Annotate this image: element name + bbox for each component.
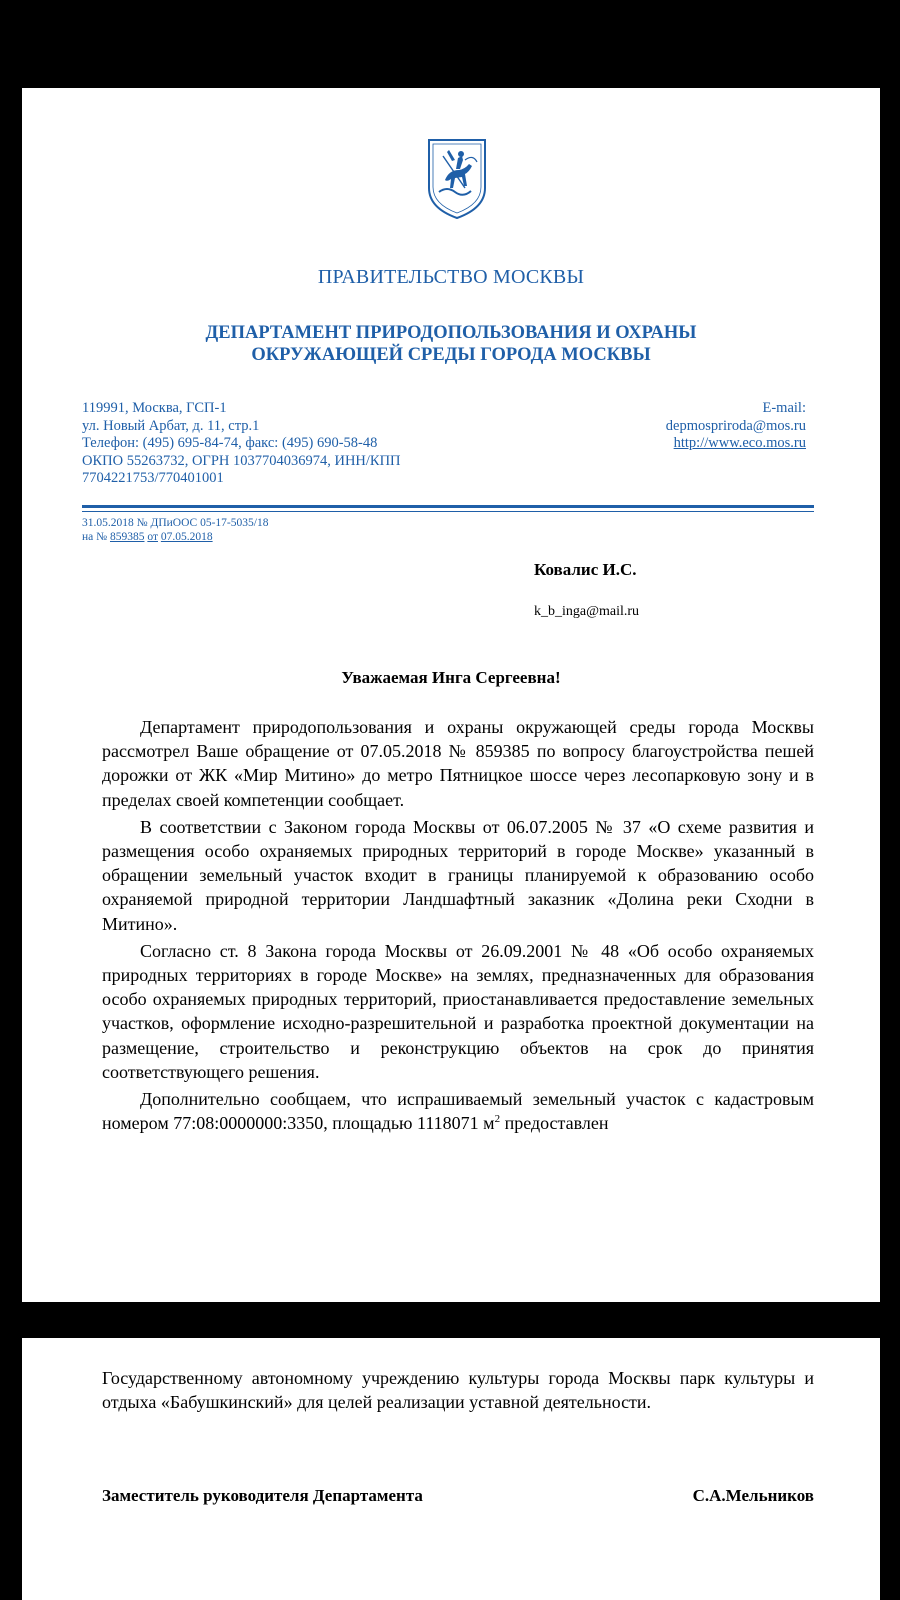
registration-line — [82, 516, 268, 530]
reply-number: 859385 — [109, 531, 145, 543]
last-paragraph-start: Дополнительно сообщаем, что испрашиваемый земельный участок с кадастровым номером 77:08:0000000:3350, площадью 1118071 м — [102, 1089, 814, 1134]
address-line: ОКПО 55263732, ОГРН 1037704036974, ИНН/КПП — [82, 452, 401, 469]
contacts-block — [666, 400, 806, 453]
header-rule-thin — [82, 511, 814, 512]
header-rule-thick — [82, 505, 814, 508]
department-email: depmospriroda@mos.ru — [665, 417, 806, 434]
signature-name: С.А.Мельников — [692, 1486, 814, 1505]
address-line: 119991, Москва, ГСП-1 — [82, 400, 227, 416]
address-block — [82, 400, 502, 488]
email-label: E-mail: — [762, 400, 806, 416]
department-title-line-1: ДЕПАРТАМЕНТ ПРИРОДОПОЛЬЗОВАНИЯ И ОХРАНЫ — [205, 323, 697, 343]
superscript: 2 — [494, 1113, 501, 1126]
reply-date: 07.05.2018 — [160, 531, 213, 543]
body-paragraph-last — [102, 1087, 814, 1135]
registration-number: ДПиООС 05-17-5035/18 — [150, 517, 269, 529]
department-title — [22, 322, 880, 366]
moscow-coat-of-arms-icon — [425, 136, 489, 220]
letter-page-1 — [22, 88, 880, 1302]
last-paragraph-end: предоставлен — [500, 1113, 609, 1134]
address-line: 7704221753/770401001 — [82, 470, 224, 486]
website-link[interactable]: http://www.eco.mos.ru — [673, 435, 806, 451]
body-paragraph: В соответствии с Законом города Москвы от 06.07.2005 № 37 «О схеме развития и размещения особо охраняемых природных территорий в городе Москве» указанный в обращении земельный участок входит в границы планируемой к образованию особо охраняемой природной территории Ландшафтный заказник «Долина реки Сходни в Митино». — [102, 816, 814, 934]
department-title-line-2: ОКРУЖАЮЩЕЙ СРЕДЫ ГОРОДА МОСКВЫ — [251, 345, 651, 365]
address-line: Телефон: (495) 695-84-74, факс: (495) 690-58-48 — [82, 435, 378, 451]
reply-line — [82, 530, 213, 544]
body-paragraph: Департамент природопользования и охраны окружающей среды города Москвы рассмотрел Ваше обращение от 07.05.2018 № 859385 по вопросу благоустройства пешей дорожки от ЖК «Мир Митино» до метро Пятницкое шоссе через лесопарковую зону и в пределах своей компетенции сообщает. — [102, 717, 814, 810]
letter-page-2 — [22, 1338, 880, 1600]
government-title: ПРАВИТЕЛЬСТВО МОСКВЫ — [317, 266, 585, 288]
salutation: Уважаемая Инга Сергеевна! — [341, 668, 561, 687]
number-sign: № — [136, 517, 148, 529]
signature-title: Заместитель руководителя Департамента — [102, 1486, 423, 1505]
body-paragraph: Согласно ст. 8 Закона города Москвы от 26.09.2001 № 48 «Об особо охраняемых природных территориях в городе Москве» на землях, предназначенных для образования особо охраняемых природных территорий, приостанавливается предоставление земельных участков, оформление исходно-разрешительной и разработка проектной документации на размещение, строительство и реконструкцию объектов на срок до принятия соответствующего решения. — [102, 940, 814, 1082]
letter-body — [102, 715, 814, 1138]
reply-prefix: на № — [82, 531, 108, 543]
registration-date: 31.05.2018 — [82, 517, 134, 529]
recipient-name: Ковалис И.С. — [534, 560, 637, 579]
continuation-paragraph: Государственному автономному учреждению культуры города Москвы парк культуры и отдыха «Бабушкинский» для целей реализации уставной деятельности. — [102, 1368, 814, 1413]
recipient-email: k_b_inga@mail.ru — [534, 604, 640, 619]
address-line: ул. Новый Арбат, д. 11, стр.1 — [82, 417, 260, 434]
reply-from: от — [147, 531, 158, 543]
